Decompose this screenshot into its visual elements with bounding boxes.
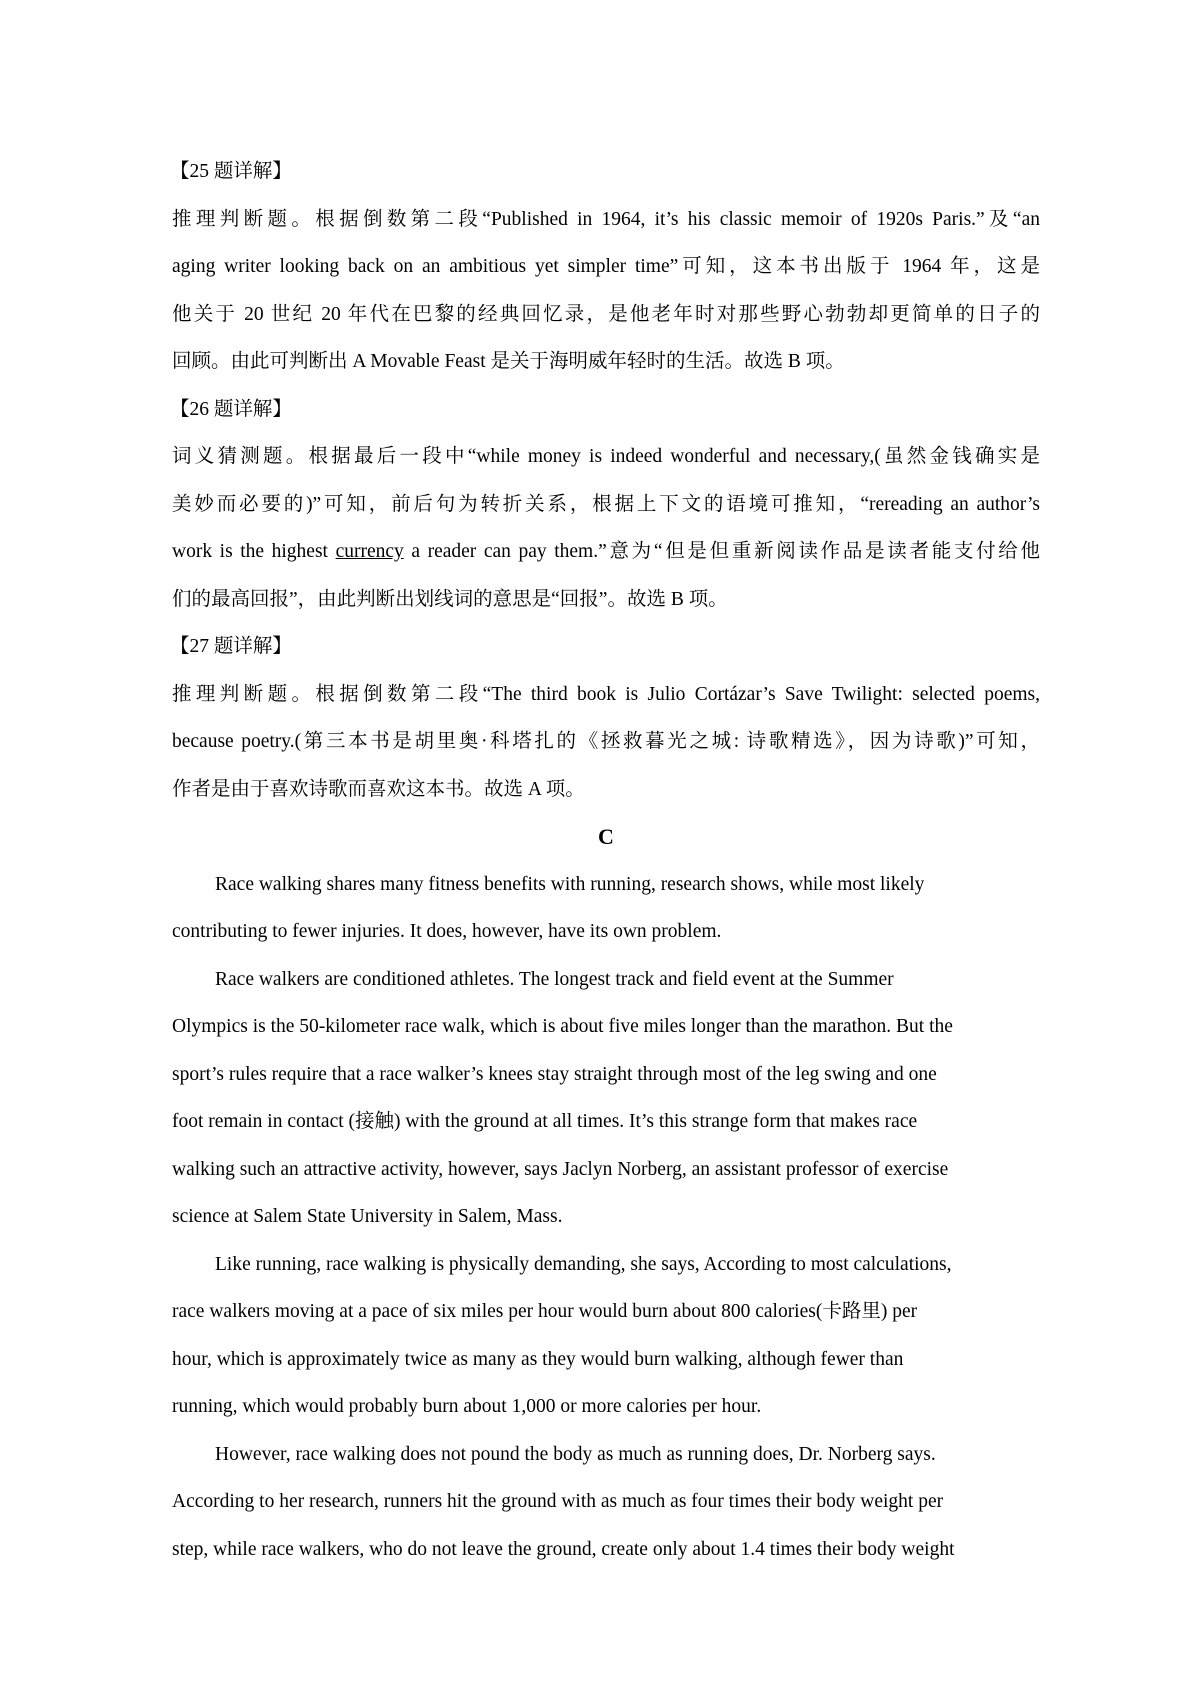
passage-line: walking such an attractive activity, however, says Jaclyn Norberg, an assistant professor of exercise [172, 1158, 949, 1180]
section-27-line: 推理判断题。根据倒数第二段“The third book is Julio Cortázar’s Save Twilight: selected poems, [172, 683, 1040, 705]
section-27-line: 作者是由于喜欢诗歌而喜欢这本书。故选 A 项。 [172, 778, 585, 800]
passage-line: contributing to fewer injuries. It does, however, have its own problem. [172, 921, 722, 942]
passage-title: C [598, 824, 614, 849]
section-26-line: 们的最高回报”，由此判断出划线词的意思是“回报”。故选 B 项。 [172, 588, 728, 610]
passage-line: race walkers moving at a pace of six miles per hour would burn about 800 calories(卡路里) per [172, 1301, 918, 1322]
passage-line: science at Salem State University in Salem, Mass. [172, 1206, 563, 1227]
section-heading-26: 【26 题详解】 [170, 398, 292, 420]
section-25-line: aging writer looking back on an ambitious yet simpler time”可知，这本书出版于 1964 年，这是 [172, 256, 1040, 277]
section-25-line: 回顾。由此可判断出 A Movable Feast 是关于海明威年轻时的生活。故选 B 项。 [172, 351, 845, 372]
section-25-line: 他关于 20 世纪 20 年代在巴黎的经典回忆录，是他老年时对那些野心勃勃却更简单的日子的 [172, 303, 1040, 325]
line-text-before: work is the highest [172, 541, 336, 562]
passage-line: sport’s rules require that a race walker’s knees stay straight through most of the leg swing and one [172, 1063, 937, 1085]
passage-line: According to her research, runners hit the ground with as much as four times their body weight per [172, 1491, 944, 1512]
line-text-after: a reader can pay them.”意为“但是但重新阅读作品是读者能支付给他 [403, 541, 1041, 562]
passage-line: foot remain in contact (接触) with the ground at all times. It’s this strange form that makes race [172, 1111, 918, 1132]
passage-line: Race walking shares many fitness benefits with running, research shows, while most likely [215, 873, 925, 895]
underlined-word-currency: currency [335, 541, 404, 562]
passage-line: However, race walking does not pound the body as much as running does, Dr. Norberg says. [215, 1443, 936, 1465]
passage-line: Like running, race walking is physically demanding, she says, According to most calculations, [215, 1253, 952, 1275]
passage-line: hour, which is approximately twice as many as they would burn walking, although fewer than [172, 1348, 904, 1370]
section-26-line: 美妙而必要的)”可知，前后句为转折关系，根据上下文的语境可推知，“rereading an author’s [172, 493, 1040, 515]
section-heading-27: 【27 题详解】 [170, 636, 292, 657]
section-25-line: 推理判断题。根据倒数第二段“Published in 1964, it’s his classic memoir of 1920s Paris.”及“an [172, 208, 1040, 230]
section-27-line: because poetry.(第三本书是胡里奥·科塔扎的《拯救暮光之城: 诗歌精选》，因为诗歌)”可知， [172, 731, 1040, 752]
passage-line: running, which would probably burn about 1,000 or more calories per hour. [172, 1396, 762, 1417]
section-heading-25: 【25 题详解】 [170, 161, 292, 182]
passage-line: Olympics is the 50-kilometer race walk, which is about five miles longer than the marathon. But the [172, 1016, 953, 1037]
document-page [172, 148, 1040, 1573]
passage-line: step, while race walkers, who do not leave the ground, create only about 1.4 times their body weight [172, 1538, 955, 1560]
section-26-line: 词义猜测题。根据最后一段中“while money is indeed wonderful and necessary,(虽然金钱确实是 [172, 446, 1040, 467]
section-26-underline-line [172, 528, 1040, 576]
passage-line: Race walkers are conditioned athletes. The longest track and field event at the Summer [215, 968, 894, 990]
